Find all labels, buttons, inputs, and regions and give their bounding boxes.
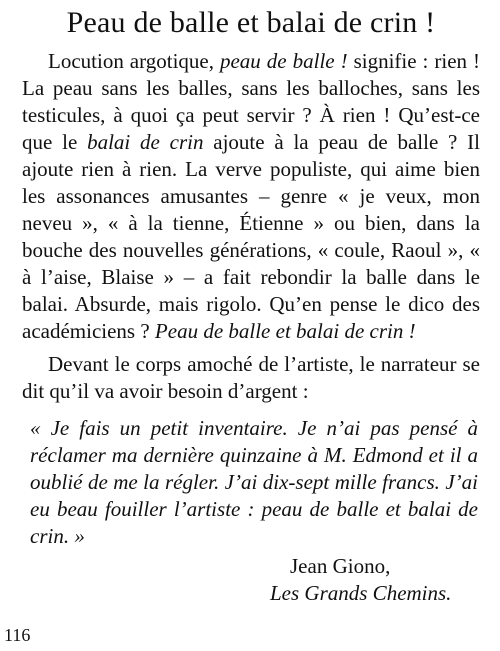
block-quote: « Je fais un petit inventaire. Je n’ai pas pensé à réclamer ma dernière quinzaine à M. Edmond et il a oublié de me la régler. J’ai dix-sept mille francs. J’ai eu beau fouiller l’artiste : peau de balle et balai de crin. » <box>30 416 478 548</box>
quote-author: Jean Giono, <box>290 554 391 578</box>
italic-phrase: balai de crin <box>87 130 204 154</box>
text-segment: ajoute à la peau de balle ? Il ajoute rien à rien. La verve populiste, qui aime bien les assonances amusantes – genre « je veux, mon neveu », « à la tienne, Étienne » ou bien, dans la bouche des nouvelles générations, « coule, Raoul », « à l’aise, Blaise » – a fait rebondir la balle dans le balai. Absurde, mais rigolo. Qu’en pense le dico des académiciens ? <box>22 130 480 343</box>
italic-phrase: peau de balle ! <box>219 49 348 73</box>
quote-work-title: Les Grands Chemins. <box>270 581 452 605</box>
body-paragraph-2: Devant le corps amoché de l’artiste, le narrateur se dit qu’il va avoir besoin d’argent : <box>22 352 480 403</box>
quote-attribution <box>270 553 480 607</box>
page-title: Peau de balle et balai de crin ! <box>66 6 436 39</box>
page-number: 116 <box>4 625 31 645</box>
text-segment: signifie : rien ! La peau sans les balles, sans les balloches, sans les testicules, à quoi ça peut servir ? À rien ! Qu’est-ce que le <box>22 49 481 154</box>
text-segment: Locution argotique, <box>48 49 220 73</box>
body-paragraph-1 <box>22 48 480 345</box>
italic-phrase: Peau de balle et balai de crin ! <box>154 319 416 343</box>
page <box>22 4 480 607</box>
